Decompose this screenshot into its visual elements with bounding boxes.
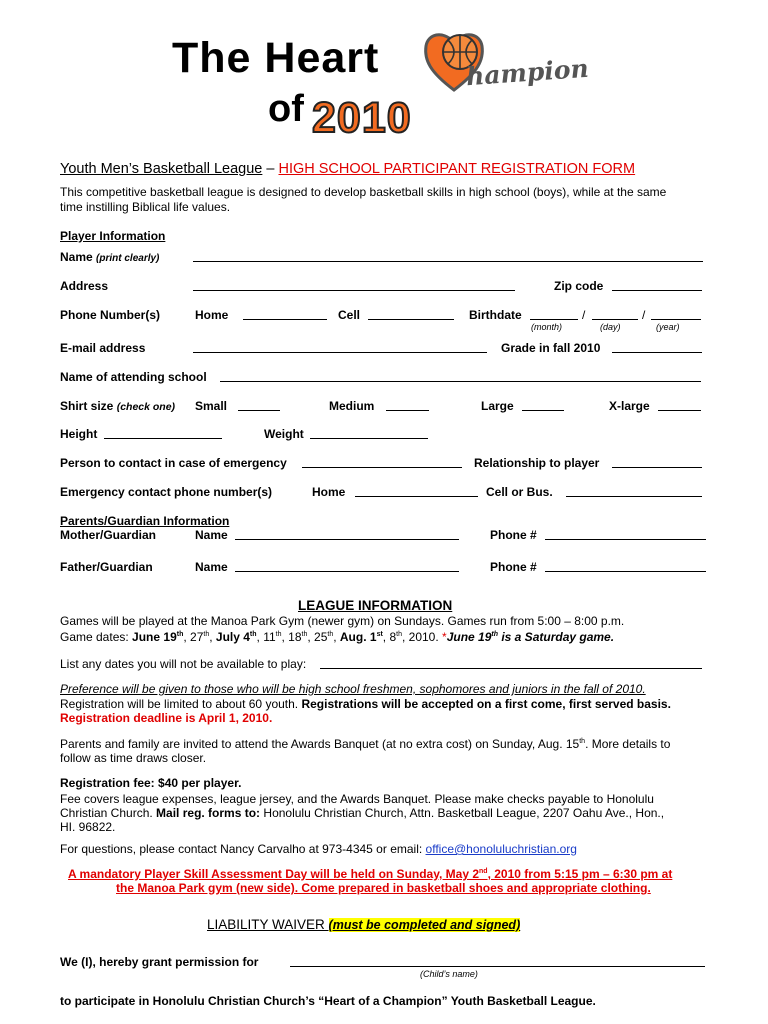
check-one-note: (check one) <box>116 401 176 413</box>
sup-th: th <box>275 631 282 638</box>
mother-name-label: Name <box>195 528 228 542</box>
emergency-phone-label: Emergency contact phone number(s) <box>60 485 273 499</box>
parents-section-heading: Parents/Guardian Information <box>60 514 230 528</box>
waiver-text: LIABILITY WAIVER <box>207 917 329 932</box>
title-dash: – <box>262 161 279 177</box>
sup-nd: nd <box>479 868 488 875</box>
size-medium-checkbox[interactable] <box>386 400 429 411</box>
shirt-text: Shirt size <box>60 399 114 413</box>
date-slash-2: / <box>642 308 646 322</box>
print-clearly-note: (print clearly) <box>96 253 160 264</box>
sup-th: th <box>396 631 402 638</box>
mailing-address: Honolulu Christian Church, Attn. Basketball League, 2207 Oahu Ave., Hon., <box>260 806 665 820</box>
mandatory-assessment-line-1 <box>68 867 672 881</box>
league-name: Youth Men’s Basketball League <box>60 161 263 177</box>
date-11: , 11 <box>256 630 276 644</box>
birth-day-field[interactable] <box>592 309 638 320</box>
home-phone-field[interactable] <box>243 309 327 320</box>
questions-line <box>60 842 577 856</box>
sup-th: th <box>301 631 308 638</box>
asterisk: * <box>442 630 447 644</box>
size-xlarge-label: X-large <box>609 399 650 413</box>
date-year: , 2010. <box>401 630 443 644</box>
game-dates-line: Game dates: June 19th, 27th, July 4th, 11th, 18th, 25th, Aug. 1st, 8th, 2010. *June 19th is a Saturday game. <box>60 630 615 644</box>
birth-year-field[interactable] <box>651 309 701 320</box>
mail-forms-label: Mail reg. forms to: <box>156 806 261 820</box>
mother-name-field[interactable] <box>235 529 459 540</box>
email-field[interactable] <box>193 342 487 353</box>
registration-fee: Registration fee: $40 per player. <box>60 776 242 790</box>
first-come-text: Registrations will be accepted on a first come, first served basis. <box>301 697 671 711</box>
birthdate-label: Birthdate <box>469 308 522 322</box>
zip-label: Zip code <box>554 279 604 293</box>
banquet-text: Parents and family are invited to attend the Awards Banquet (at no extra cost) on Sunday, Aug. 15 <box>60 737 580 751</box>
name-text: Name <box>60 250 93 264</box>
cell-bus-label: Cell or Bus. <box>486 485 553 499</box>
banquet-line-1 <box>60 737 670 751</box>
registration-limit-line <box>60 697 671 711</box>
must-complete-note: (must be completed and signed) <box>328 918 521 932</box>
emergency-home-label: Home <box>312 485 346 499</box>
preference-note: Preference will be given to those who will be high school freshmen, sophomores and juniors in the fall of 2010. <box>60 682 646 696</box>
size-small-checkbox[interactable] <box>238 400 280 411</box>
fee-line-3: HI. 96822. <box>60 820 116 834</box>
liability-waiver-heading <box>207 917 520 932</box>
zip-field[interactable] <box>612 280 702 291</box>
unavailable-dates-field[interactable] <box>320 658 702 669</box>
logo-year: 2010 <box>312 94 412 142</box>
height-label: Height <box>60 427 98 441</box>
league-info-heading: LEAGUE INFORMATION <box>298 598 453 613</box>
player-section-heading: Player Information <box>60 229 166 243</box>
participate-statement: to participate in Honolulu Christian Church’s “Heart of a Champion” Youth Basketball League. <box>60 994 596 1008</box>
father-phone-field[interactable] <box>545 561 706 572</box>
sup-th: th <box>491 631 498 638</box>
fee-church: Christian Church. <box>60 806 157 820</box>
registration-deadline: Registration deadline is April 1, 2010. <box>60 711 273 725</box>
child-name-field[interactable] <box>290 956 705 967</box>
emergency-contact-label: Person to contact in case of emergency <box>60 456 287 470</box>
banquet-line-2: follow as time draws closer. <box>60 751 207 765</box>
sup-th: th <box>176 631 184 638</box>
fee-line-2 <box>60 806 664 820</box>
mandatory-text-a: A mandatory Player Skill Assessment Day will be held on Sunday, May 2 <box>68 867 480 881</box>
father-name-label: Name <box>195 560 228 574</box>
address-label: Address <box>60 279 109 293</box>
home-phone-label: Home <box>195 308 229 322</box>
sup-th: th <box>203 631 210 638</box>
mother-label: Mother/Guardian <box>60 528 157 542</box>
size-xlarge-checkbox[interactable] <box>658 400 701 411</box>
size-medium-label: Medium <box>329 399 375 413</box>
sat-note-text: is a Saturday game. <box>498 630 615 644</box>
date-27: , 27 <box>183 630 204 644</box>
date-june: June 19 <box>132 630 177 644</box>
father-phone-label: Phone # <box>490 560 537 574</box>
birth-month-field[interactable] <box>530 309 578 320</box>
height-field[interactable] <box>104 428 222 439</box>
cell-phone-field[interactable] <box>368 309 454 320</box>
relationship-label: Relationship to player <box>474 456 600 470</box>
date-8: , 8 <box>382 630 397 644</box>
father-label: Father/Guardian <box>60 560 153 574</box>
size-small-label: Small <box>195 399 228 413</box>
sat-note-date: June 19 <box>446 630 492 644</box>
childs-name-hint: (Child’s name) <box>420 969 478 979</box>
registration-form-title: HIGH SCHOOL PARTICIPANT REGISTRATION FORM <box>278 161 636 177</box>
mother-phone-label: Phone # <box>490 528 537 542</box>
mandatory-assessment-line-2: the Manoa Park gym (new side). Come prepared in basketball shoes and appropriate clothing. <box>116 881 651 895</box>
year-hint: (year) <box>656 322 680 332</box>
weight-label: Weight <box>264 427 304 441</box>
date-aug: Aug. 1 <box>339 630 377 644</box>
banquet-more: . More details to <box>585 737 671 751</box>
month-hint: (month) <box>531 322 563 332</box>
contact-email-link[interactable]: office@honoluluchristian.org <box>425 842 577 856</box>
intro-line-1: This competitive basketball league is designed to develop basketball skills in high school (boys), while at the same <box>60 185 667 199</box>
mandatory-text-b: , 2010 from 5:15 pm – 6:30 pm at <box>487 867 673 881</box>
date-18: , 18 <box>281 630 302 644</box>
cell-bus-field[interactable] <box>566 486 702 497</box>
size-large-label: Large <box>481 399 514 413</box>
name-label <box>60 250 159 264</box>
logo-script: hampion <box>465 53 590 92</box>
mother-phone-field[interactable] <box>545 529 706 540</box>
date-25: , 25 <box>307 630 328 644</box>
form-title <box>60 161 635 177</box>
father-name-field[interactable] <box>235 561 459 572</box>
email-label: E-mail address <box>60 341 146 355</box>
limited-text: Registration will be limited to about 60 youth. <box>60 697 302 711</box>
sup-st: st <box>376 631 383 638</box>
cell-phone-label: Cell <box>338 308 361 322</box>
sup-th: th <box>579 738 586 745</box>
dates-prefix: Game dates: <box>60 630 133 644</box>
phone-numbers-label: Phone Number(s) <box>60 308 161 322</box>
size-large-checkbox[interactable] <box>522 400 564 411</box>
grade-label: Grade in fall 2010 <box>501 341 601 355</box>
intro-line-2: time instilling Biblical life values. <box>60 200 231 214</box>
emergency-home-field[interactable] <box>355 486 478 497</box>
address-field[interactable] <box>193 280 515 291</box>
date-july: July 4 <box>215 630 250 644</box>
logo-title: The Heart <box>172 34 380 82</box>
relationship-field[interactable] <box>612 457 702 468</box>
unavailable-dates-label: List any dates you will not be available to play: <box>60 657 307 671</box>
logo-of: of <box>268 88 304 130</box>
emergency-contact-field[interactable] <box>302 457 462 468</box>
grant-permission-label: We (I), hereby grant permission for <box>60 955 259 969</box>
fee-line-1: Fee covers league expenses, league jersey, and the Awards Banquet. Please make checks payable to Honolulu <box>60 792 654 806</box>
date-slash-1: / <box>582 308 586 322</box>
school-field[interactable] <box>220 371 701 382</box>
sup-th: th <box>249 631 257 638</box>
questions-text: For questions, please contact Nancy Carvalho at 973-4345 or email: <box>60 842 426 856</box>
weight-field[interactable] <box>310 428 428 439</box>
school-label: Name of attending school <box>60 370 207 384</box>
sup-th: th <box>327 631 334 638</box>
games-location-line: Games will be played at the Manoa Park Gym (newer gym) on Sundays. Games run from 5:00 – 8:00 p.m. <box>60 614 625 628</box>
shirt-size-label <box>60 399 175 413</box>
player-name-field[interactable] <box>193 251 703 262</box>
day-hint: (day) <box>600 322 621 332</box>
grade-field[interactable] <box>612 342 702 353</box>
